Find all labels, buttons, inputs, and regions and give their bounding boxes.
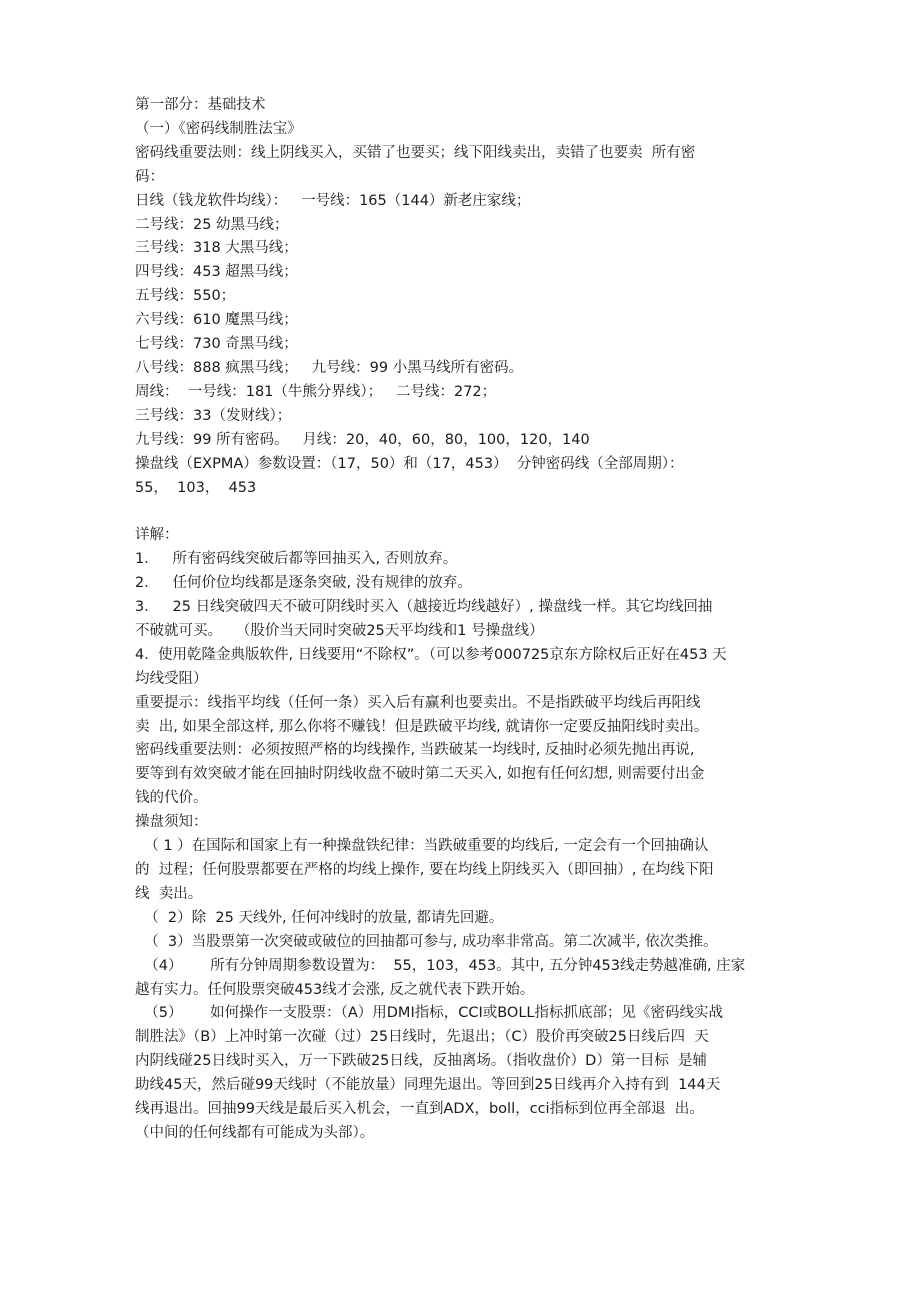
text-line: 密码线重要法则：线上阴线买入，买错了也要买；线下阳线卖出，卖错了也要卖 所有密 <box>135 144 696 161</box>
text-line: 1． 所有密码线突破后都等回抽买入, 否则放弃。 <box>135 551 458 568</box>
section-heading: 第一部分：基础技术 <box>135 97 266 113</box>
text-line: 九号线：99 所有密码。 月线：20，40，60，80，100，120，140 <box>135 431 590 448</box>
text-line: 钱的代价。 <box>135 790 208 807</box>
text-line: （ 1 ）在国际和国家上有一种操盘铁纪律：当跌破重要的均线后, 一定会有一个回抽确认 <box>135 838 709 855</box>
text-line: 4. 使用乾隆金典版软件, 日线要用“不除权”。（可以参考000725京东方除权后正好在453 天 <box>135 646 727 663</box>
text-line: 六号线：610 魔黑马线； <box>135 312 298 329</box>
text-line: 操盘线（EXPMA）参数设置：（17，50）和（17，453） 分钟密码线（全部周期）： <box>135 455 684 472</box>
text-line: 不破就可买。 （股价当天同时突破25天平均线和1 号操盘线） <box>135 622 544 639</box>
text-line: （ 2）除 25 天线外, 任何冲线时的放量, 都请先回避。 <box>135 909 504 926</box>
text-line: 重要提示：线指平均线（任何一条）买入后有赢利也要卖出。不是指跌破平均线后再阳线 <box>135 694 701 711</box>
text-line: 码： <box>135 168 164 185</box>
text-line: 的 过程；任何股票都要在严格的均线上操作, 要在均线上阴线买入（即回抽）, 在均线下阳 <box>135 861 714 878</box>
text-line: 线再退出。回抽99天线是最后买入机会，一直到ADX，boll，cci指标到位再全部退 出。 <box>135 1101 704 1118</box>
text-line: 五号线：550； <box>135 288 236 305</box>
text-line: 55， 103， 453 <box>135 479 257 496</box>
text-line: 操盘须知： <box>135 814 208 831</box>
text-line: 四号线：453 超黑马线； <box>135 264 298 281</box>
subsection-heading: （一）《密码线制胜法宝》 <box>135 120 302 137</box>
text-line: 制胜法》（B）上冲时第一次碰（过）25日线时，先退出；（C）股价再突破25日线后四 天 <box>135 1029 709 1046</box>
text-line: （4） 所有分钟周期参数设置为： 55，103，453。其中, 五分钟453线走势越准确, 庄家 <box>135 957 746 974</box>
text-line: 线 卖出。 <box>135 885 203 902</box>
document-body <box>135 94 785 1146</box>
text-line: 详解： <box>135 527 179 544</box>
text-line: 2． 任何价位均线都是逐条突破, 没有规律的放弃。 <box>135 575 472 592</box>
text-line: 三号线：318 大黑马线； <box>135 240 298 257</box>
text-line: 周线： 一号线：181（牛熊分界线）； 二号线：272； <box>135 383 497 400</box>
text-line: 要等到有效突破才能在回抽时阴线收盘不破时第二天买入, 如抱有任何幻想, 则需要付出金 <box>135 766 705 783</box>
text-line: 密码线重要法则：必须按照严格的均线操作, 当跌破某一均线时, 反抽时必须先抛出再说, <box>135 742 695 759</box>
text-line: 内阴线碰25日线时买入，万一下跌破25日线，反抽离场。（指收盘价）D）第一目标 是辅 <box>135 1053 708 1070</box>
blank-line <box>135 500 785 524</box>
text-line: （中间的任何线都有可能成为头部）。 <box>135 1124 375 1141</box>
text-line: 八号线：888 疯黑马线； 九号线：99 小黑马线所有密码。 <box>135 359 524 376</box>
text-line: 3． 25 日线突破四天不破可阴线时买入（越接近均线越好）, 操盘线一样。其它均线回抽 <box>135 599 713 616</box>
text-line: （ 3）当股票第一次突破或破位的回抽都可参与, 成功率非常高。第二次减半, 依次类推。 <box>135 933 718 950</box>
text-line: 二号线：25 幼黑马线； <box>135 216 289 233</box>
text-line: 卖 出, 如果全部这样, 那么你将不赚钱！但是跌破平均线, 就请你一定要反抽阳线时卖出。 <box>135 718 709 735</box>
text-line: 七号线：730 奇黑马线； <box>135 336 298 353</box>
text-line: （5） 如何操作一支股票：（A）用DMI指标，CCI或BOLL指标抓底部；见《密码线实战 <box>135 1005 724 1022</box>
text-line: 均线受阻） <box>135 670 208 687</box>
text-line: 日线（钱龙软件均线）： 一号线：165（144）新老庄家线； <box>135 192 531 209</box>
text-line: 三号线：33（发财线）； <box>135 407 292 424</box>
text-line: 越有实力。任何股票突破453线才会涨, 反之就代表下跌开始。 <box>135 981 535 998</box>
text-line: 助线45天，然后碰99天线时（不能放量）同理先退出。等回到25日线再介入持有到 144天 <box>135 1077 721 1094</box>
